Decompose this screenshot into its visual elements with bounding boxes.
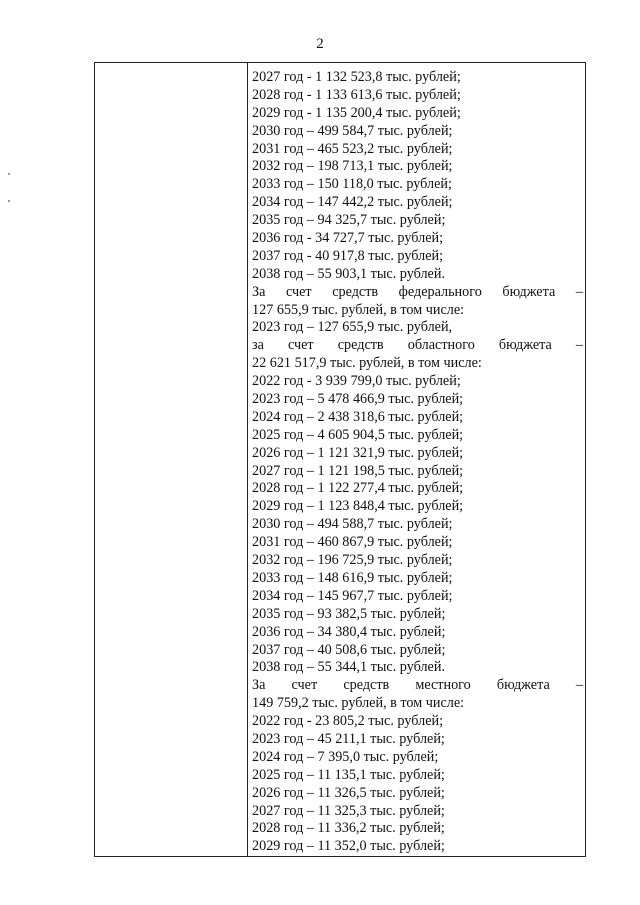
funding-line: 2032 год – 196 725,9 тыс. рублей; [252,552,453,569]
funding-line: 2029 год – 11 352,0 тыс. рублей; [252,838,445,855]
funding-line: 2027 год - 1 132 523,8 тыс. рублей; [252,69,461,85]
table-left-column [95,63,248,856]
funding-line: 2031 год – 460 867,9 тыс. рублей; [252,534,453,551]
funding-line: 2025 год – 4 605 904,5 тыс. рублей; [252,426,464,443]
funding-line: 2024 год – 2 438 318,6 тыс. рублей; [252,408,464,425]
budget-source-word: – [575,283,583,300]
funding-line: 2032 год – 198 713,1 тыс. рублей; [252,158,453,175]
funding-line: 2026 год – 11 326,5 тыс. рублей; [252,784,445,801]
funding-line: 2029 год – 1 123 848,4 тыс. рублей; [252,498,464,515]
funding-line: 2033 год – 148 616,9 тыс. рублей; [252,569,453,586]
table-right-column [252,69,583,856]
funding-line: 2030 год – 494 588,7 тыс. рублей; [252,516,453,533]
budget-source-word: федерального [398,283,482,300]
scan-speck [8,173,10,175]
funding-line: 2023 год – 45 211,1 тыс. рублей; [252,730,445,747]
funding-line: 2036 год – 34 380,4 тыс. рублей; [252,623,446,640]
funding-line: 2034 год – 147 442,2 тыс. рублей; [252,194,453,211]
funding-line: 22 621 517,9 тыс. рублей, в том числе: [252,355,482,372]
budget-source-word: за [252,337,264,354]
funding-line: 2035 год – 93 382,5 тыс. рублей; [252,605,446,622]
budget-source-word: счет [291,677,318,694]
funding-line: 2027 год – 1 121 198,5 тыс. рублей; [252,462,464,479]
budget-source-word: бюджета [496,677,550,694]
funding-line: 2036 год - 34 727,7 тыс. рублей; [252,230,444,247]
budget-source-word: местного [415,677,471,694]
budget-source-word: бюджета [498,337,552,354]
funding-line: 2035 год – 94 325,7 тыс. рублей; [252,212,446,229]
funding-line: 2025 год – 11 135,1 тыс. рублей; [252,766,445,783]
funding-line: 2033 год – 150 118,0 тыс. рублей; [252,176,452,193]
funding-line: 2022 год - 3 939 799,0 тыс. рублей; [252,373,461,390]
funding-line: 2031 год – 465 523,2 тыс. рублей; [252,140,453,157]
funding-line: 2028 год - 1 133 613,6 тыс. рублей; [252,86,461,103]
funding-line: 149 759,2 тыс. рублей, в том числе: [252,695,465,712]
funding-line: 2034 год – 145 967,7 тыс. рублей; [252,587,453,604]
budget-source-line [252,337,583,355]
funding-line: 2038 год – 55 903,1 тыс. рублей. [252,265,445,282]
budget-source-word: счет [285,283,312,300]
funding-line: 2037 год – 40 508,6 тыс. рублей; [252,641,446,658]
funding-line: 2023 год – 5 478 466,9 тыс. рублей; [252,391,464,408]
budget-source-word: средств [332,283,379,300]
funding-line: 2038 год – 55 344,1 тыс. рублей. [252,659,445,676]
budget-source-word: средств [343,677,390,694]
budget-source-word: За [252,283,266,300]
budget-source-word: – [575,337,583,354]
budget-source-line [252,677,583,695]
page-number: 2 [316,36,324,52]
budget-source-word: – [575,677,583,694]
budget-source-line [252,284,583,302]
funding-line: 2029 год - 1 135 200,4 тыс. рублей; [252,104,461,121]
scan-speck [8,200,10,202]
funding-line: 2022 год - 23 805,2 тыс. рублей; [252,713,444,730]
budget-source-word: За [252,677,266,694]
funding-line: 2027 год – 11 325,3 тыс. рублей; [252,802,445,819]
budget-source-word: областного [407,337,475,354]
funding-line: 2023 год – 127 655,9 тыс. рублей, [252,319,453,336]
budget-source-word: бюджета [502,283,556,300]
document-table [94,62,586,857]
funding-line: 2030 год – 499 584,7 тыс. рублей; [252,122,453,139]
budget-source-word: счет [287,337,314,354]
funding-line: 2026 год – 1 121 321,9 тыс. рублей; [252,444,464,461]
funding-line: 2024 год – 7 395,0 тыс. рублей; [252,748,439,765]
budget-source-word: средств [337,337,384,354]
funding-line: 2028 год – 11 336,2 тыс. рублей; [252,820,445,837]
funding-line: 2028 год – 1 122 277,4 тыс. рублей; [252,480,464,497]
funding-line: 2037 год - 40 917,8 тыс. рублей; [252,247,444,264]
funding-line: 127 655,9 тыс. рублей, в том числе: [252,301,465,318]
